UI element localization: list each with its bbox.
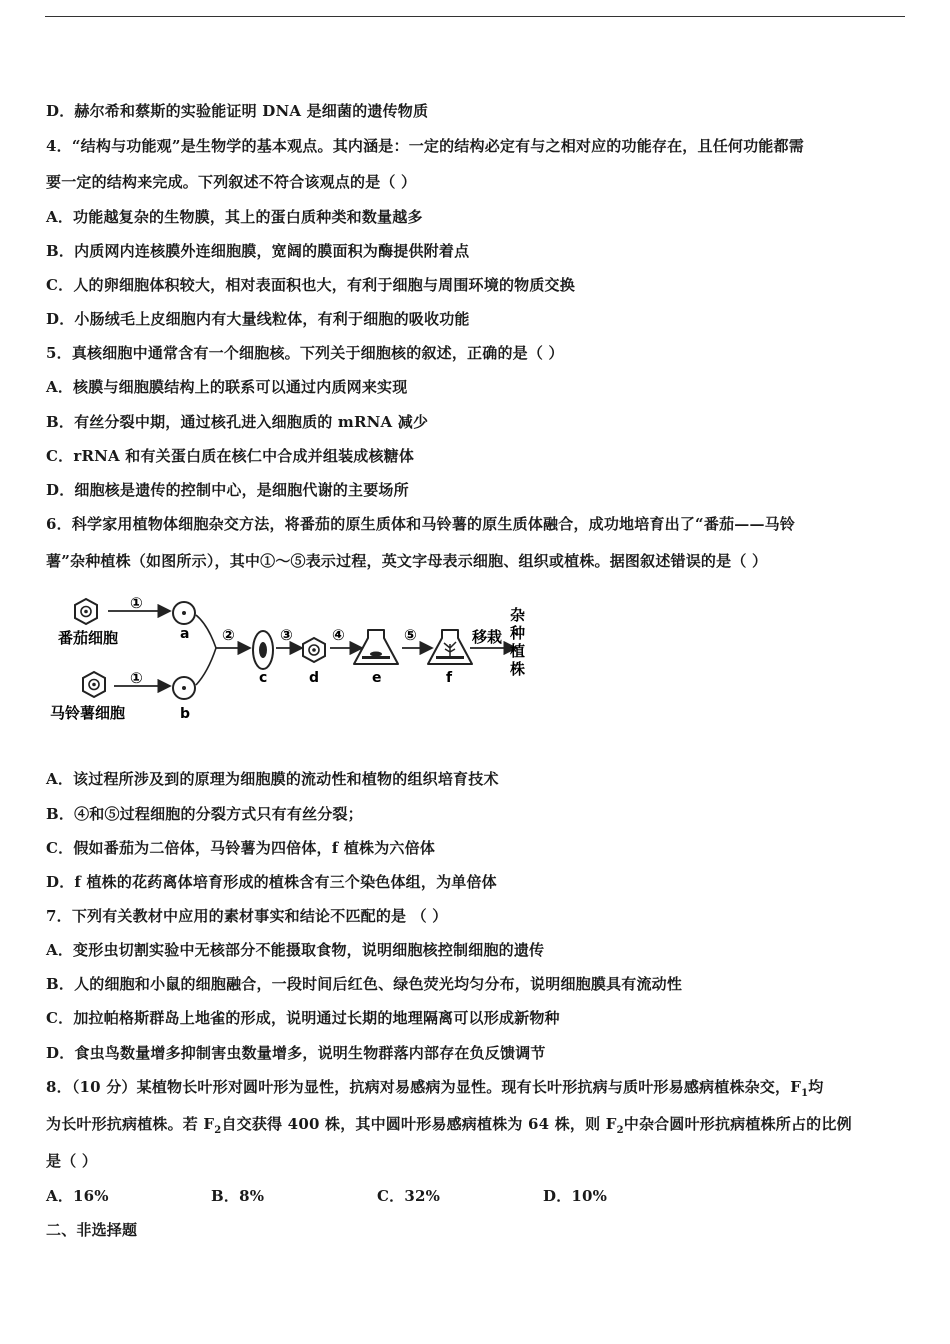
- hybrid-plant-char-3: 植: [510, 642, 526, 660]
- merge-lines: [196, 615, 216, 685]
- q4-option-b: B．内质网内连核膜外连细胞膜，宽阔的膜面积为酶提供附着点: [46, 242, 470, 260]
- q4-stem-line1: 4．“结构与功能观”是生物学的基本观点。其内涵是：一定的结构必定有与之相对应的功能存在，且任何功能都需: [46, 137, 804, 155]
- q4-option-c: C．人的卵细胞体积较大，相对表面积也大，有利于细胞与周围环境的物质交换: [46, 276, 575, 294]
- label-f: f: [446, 670, 453, 686]
- label-d: d: [309, 670, 320, 686]
- step4-label: ④: [332, 626, 345, 644]
- flask-plantlet-f-icon: [428, 630, 472, 664]
- label-c: c: [259, 670, 268, 686]
- q8-options: [46, 1186, 746, 1206]
- hybrid-plant-char-1: 杂: [510, 606, 526, 624]
- hybridization-diagram: [50, 590, 530, 725]
- q6-stem-line2: 薯”杂种植株（如图所示），其中①～⑤表示过程，英文字母表示细胞、组织或植株。据图叙述错误的是（ ）: [46, 552, 768, 570]
- q7-stem: 7．下列有关教材中应用的素材事实和结论不匹配的是 （ ）: [46, 907, 448, 925]
- label-b: b: [180, 706, 191, 722]
- q7-option-d: D．食虫鸟数量增多抑制害虫数量增多，说明生物群落内部存在负反馈调节: [46, 1044, 546, 1062]
- q8-stem-line1: 8．（10 分）某植物长叶形对圆叶形为显性，抗病对易感病为显性。现有长叶形抗病与质叶形易感病植株杂交，$F_1$均: [46, 1078, 824, 1099]
- q5-stem: 5．真核细胞中通常含有一个细胞核。下列关于细胞核的叙述，正确的是（ ）: [46, 344, 564, 362]
- step1-label-bottom: ①: [130, 669, 143, 687]
- q6-option-b: B．④和⑤过程细胞的分裂方式只有有丝分裂；: [46, 805, 363, 823]
- q6-option-d: D．f 植株的花药离体培育形成的植株含有三个染色体组，为单倍体: [46, 873, 497, 891]
- fused-cell-c-icon: [253, 631, 273, 669]
- q8-option-d: D．10%: [543, 1187, 608, 1205]
- flask-callus-e-icon: [354, 630, 398, 664]
- q5-option-a: A．核膜与细胞膜结构上的联系可以通过内质网来实现: [46, 378, 408, 396]
- q5-option-d: D．细胞核是遗传的控制中心，是细胞代谢的主要场所: [46, 481, 409, 499]
- hybridization-diagram-svg: [50, 590, 530, 725]
- tomato-cell-label: 番茄细胞: [58, 629, 119, 647]
- q5-option-c: C．rRNA 和有关蛋白质在核仁中合成并组装成核糖体: [46, 447, 415, 465]
- q4-stem-line2: 要一定的结构来完成。下列叙述不符合该观点的是（ ）: [46, 173, 417, 191]
- header-rule: [45, 16, 905, 17]
- potato-cell-label: 马铃薯细胞: [50, 704, 126, 722]
- q8-option-b: B．8%: [211, 1187, 265, 1205]
- q5-option-b: B．有丝分裂中期，通过核孔进入细胞质的 mRNA 减少: [46, 413, 429, 431]
- q6-option-c: C．假如番茄为二倍体，马铃薯为四倍体，f 植株为六倍体: [46, 839, 436, 857]
- q6-stem-line1: 6．科学家用植物体细胞杂交方法，将番茄的原生质体和马铃薯的原生质体融合，成功地培育出了“番茄——马铃: [46, 515, 796, 533]
- q8-option-c: C．32%: [377, 1187, 441, 1205]
- label-e: e: [372, 670, 382, 686]
- transplant-label: 移栽: [472, 628, 503, 646]
- section2-title: 二、非选择题: [46, 1221, 138, 1239]
- q7-option-c: C．加拉帕格斯群岛上地雀的形成，说明通过长期的地理隔离可以形成新物种: [46, 1009, 560, 1027]
- label-a: a: [180, 626, 190, 642]
- q3-option-d: D．赫尔希和蔡斯的实验能证明 DNA 是细菌的遗传物质: [46, 102, 429, 120]
- protoplast-a-icon: [173, 602, 195, 624]
- q8-stem-line3: 是（ ）: [46, 1152, 98, 1170]
- step5-label: ⑤: [404, 626, 417, 644]
- step1-label-top: ①: [130, 594, 143, 612]
- hybrid-cell-d-icon: [303, 638, 325, 662]
- tomato-cell-icon: [75, 599, 97, 624]
- q8-stem-line2: 为长叶形抗病植株。若 $F_2$自交获得 400 株，其中圆叶形易感病植株为 64 株，则 $F_2$中杂合圆叶形抗病植株所占的比例: [46, 1115, 852, 1136]
- q6-option-a: A．该过程所涉及到的原理为细胞膜的流动性和植物的组织培育技术: [46, 770, 499, 788]
- q7-option-a: A．变形虫切割实验中无核部分不能摄取食物，说明细胞核控制细胞的遗传: [46, 941, 545, 959]
- step2-label: ②: [222, 626, 235, 644]
- q7-option-b: B．人的细胞和小鼠的细胞融合，一段时间后红色、绿色荧光均匀分布，说明细胞膜具有流动性: [46, 975, 683, 993]
- q4-option-a: A．功能越复杂的生物膜，其上的蛋白质种类和数量越多: [46, 208, 423, 226]
- hybrid-plant-char-2: 种: [510, 624, 526, 642]
- q8-option-a: A．16%: [46, 1187, 109, 1205]
- hybrid-plant-char-4: 株: [510, 660, 526, 678]
- potato-cell-icon: [83, 672, 105, 697]
- protoplast-b-icon: [173, 677, 195, 699]
- step3-label: ③: [280, 626, 293, 644]
- q4-option-d: D．小肠绒毛上皮细胞内有大量线粒体，有利于细胞的吸收功能: [46, 310, 470, 328]
